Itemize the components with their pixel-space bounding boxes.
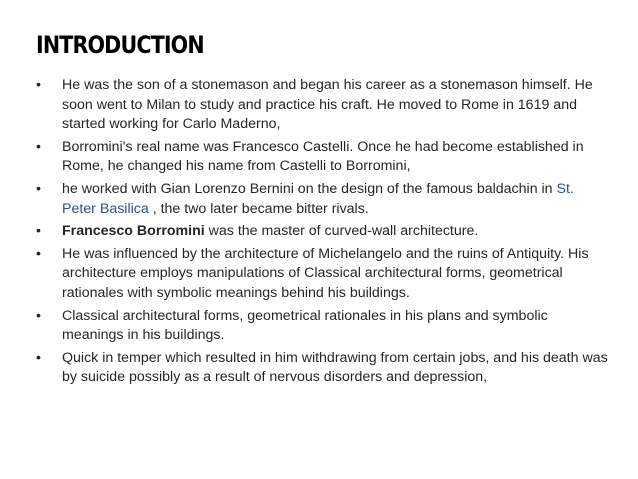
bullet-text: Borromini's real name was Francesco Castelli. Once he had become established in Rome, he changed his name from Castelli to Borromini, [62,138,584,175]
bullet-marker: • [36,138,41,155]
bullet-item [34,245,609,304]
bullet-text: Classical architectural forms, geometrical rationales in his plans and symbolic meanings in his buildings. [62,307,548,344]
bullet-text-start: he worked with Gian Lorenzo Bernini on the design of the famous baldachin in [62,180,557,197]
bullet-marker: • [36,245,41,262]
bullet-text: He was influenced by the architecture of Michelangelo and the ruins of Antiquity. His architecture employs manipulations of Classical architectural forms, geometrical rationales with symbolic meanings behind his buildings. [62,245,589,301]
bullet-list [34,76,609,391]
bullet-item [34,307,609,346]
st-peter-basilica-text: St. Peter Basilica [62,180,574,217]
bullet-text-end: was the master of curved-wall architecture. [204,223,479,240]
bullet-item [34,76,609,135]
bullet-item [34,222,609,242]
bullet-item [34,138,609,177]
bullet-item [34,180,609,219]
bullet-marker: • [36,77,41,93]
bullet-marker: • [36,307,41,324]
bullet-text-end: , the two later became bitter rivals. [148,200,369,217]
bullet-text: He was the son of a stonemason and began his career as a stonemason himself. He soon went to Milan to study and practice his craft. He moved to Rome in 1619 and started working for Carlo Maderno, [62,77,593,133]
borromini-name-bold: Francesco Borromini [62,223,205,240]
bullet-marker: • [36,223,41,240]
bullet-text: Quick in temper which resulted in him withdrawing from certain jobs, and his death was by suicide possibly as a result of nervous disorders and depression, [62,349,608,386]
bullet-marker: • [36,180,41,197]
slide-title: INTRODUCTION [36,31,204,59]
bullet-marker: • [36,349,41,366]
bullet-item [34,349,609,388]
